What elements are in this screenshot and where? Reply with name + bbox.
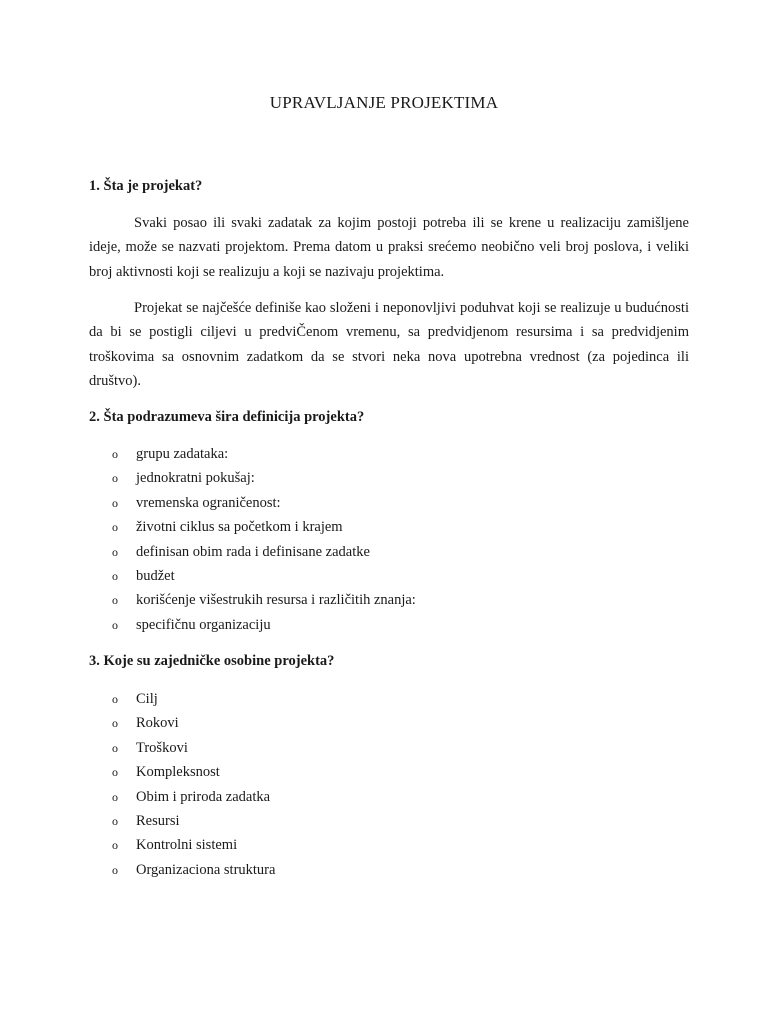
- list-item-text: Troškovi: [136, 739, 188, 756]
- list-item-text: Kontrolni sistemi: [136, 837, 238, 854]
- list-item-text: Rokovi: [136, 715, 179, 732]
- list-item: [0, 564, 768, 588]
- bullet-marker: o: [112, 692, 118, 706]
- document-title: UPRAVLJANJE PROJEKTIMA: [269, 93, 499, 112]
- bullet-marker: o: [112, 716, 118, 731]
- bullet-marker: o: [112, 568, 118, 583]
- list-item: [0, 588, 768, 612]
- list-item: [0, 809, 768, 833]
- section-1-paragraph-2: Projekat se najčešće definiše kao složeni i neponovljivi poduhvat koji se realizuje u budućnosti da bi se postigli ciljevi u predviČenom vremenu, sa predvidjenom resursima i sa predvidjenim troškovima sa osnovnim zadatkom da se stvori neka nova upotrebna vrednost (za pojedinca ili društvo).: [89, 300, 689, 389]
- list-item: [0, 785, 768, 809]
- list-item-text: budžet: [136, 567, 175, 584]
- bullet-marker: o: [112, 495, 118, 510]
- list-item-text: Kompleksnost: [136, 764, 220, 781]
- list-item-text: životni ciklus sa početkom i krajem: [136, 519, 343, 536]
- list-item: [0, 515, 768, 539]
- section-1-paragraph-1: Svaki posao ili svaki zadatak za kojim postoji potreba ili se krene u realizaciju zamišljene ideje, može se nazvati projektom. Prema datom u praksi srećemo neobično veli broj poslova, i veliki broj aktivnosti koji se realizuju a koji se nazivaju projektima.: [89, 215, 689, 280]
- section-2-heading: 2. Šta podrazumeva šira definicija projekta?: [89, 409, 365, 425]
- list-item: [0, 491, 768, 515]
- section-3-heading: 3. Koje su zajedničke osobine projekta?: [89, 653, 335, 669]
- list-item: [0, 466, 768, 490]
- list-item-text: Cilj: [136, 691, 158, 707]
- list-item-text: Resursi: [136, 812, 180, 829]
- list-item-text: vremenska ograničenost:: [136, 494, 281, 511]
- list-item: [0, 736, 768, 760]
- bullet-marker: o: [112, 789, 118, 804]
- bullet-marker: o: [112, 593, 118, 608]
- section-1-heading: 1. Šta je projekat?: [89, 178, 203, 194]
- bullet-marker: o: [112, 617, 118, 632]
- list-item: [0, 613, 768, 637]
- list-item-text: Obim i priroda zadatka: [136, 788, 271, 805]
- list-item: [0, 442, 768, 466]
- section-3-list: [0, 687, 768, 882]
- list-item: [0, 711, 768, 735]
- list-item-text: korišćenje višestrukih resursa i različitih znanja:: [136, 592, 416, 609]
- list-item-text: definisan obim rada i definisane zadatke: [136, 543, 370, 560]
- list-item-text: specifičnu organizaciju: [136, 616, 271, 633]
- list-item: [0, 760, 768, 784]
- bullet-marker: o: [112, 520, 118, 535]
- list-item: [0, 833, 768, 857]
- bullet-marker: o: [112, 813, 118, 828]
- list-item: [0, 540, 768, 564]
- list-item-text: Organizaciona struktura: [136, 861, 276, 878]
- section-2-list: [0, 442, 768, 637]
- list-item: [0, 858, 768, 882]
- list-item-text: grupu zadataka:: [136, 446, 229, 462]
- list-item-text: jednokratni pokušaj:: [136, 470, 255, 487]
- bullet-marker: o: [112, 544, 118, 559]
- bullet-marker: o: [112, 838, 118, 853]
- bullet-marker: o: [112, 862, 118, 877]
- bullet-marker: o: [112, 765, 118, 780]
- list-item: [0, 687, 768, 711]
- bullet-marker: o: [112, 471, 118, 486]
- bullet-marker: o: [112, 447, 118, 461]
- bullet-marker: o: [112, 740, 118, 755]
